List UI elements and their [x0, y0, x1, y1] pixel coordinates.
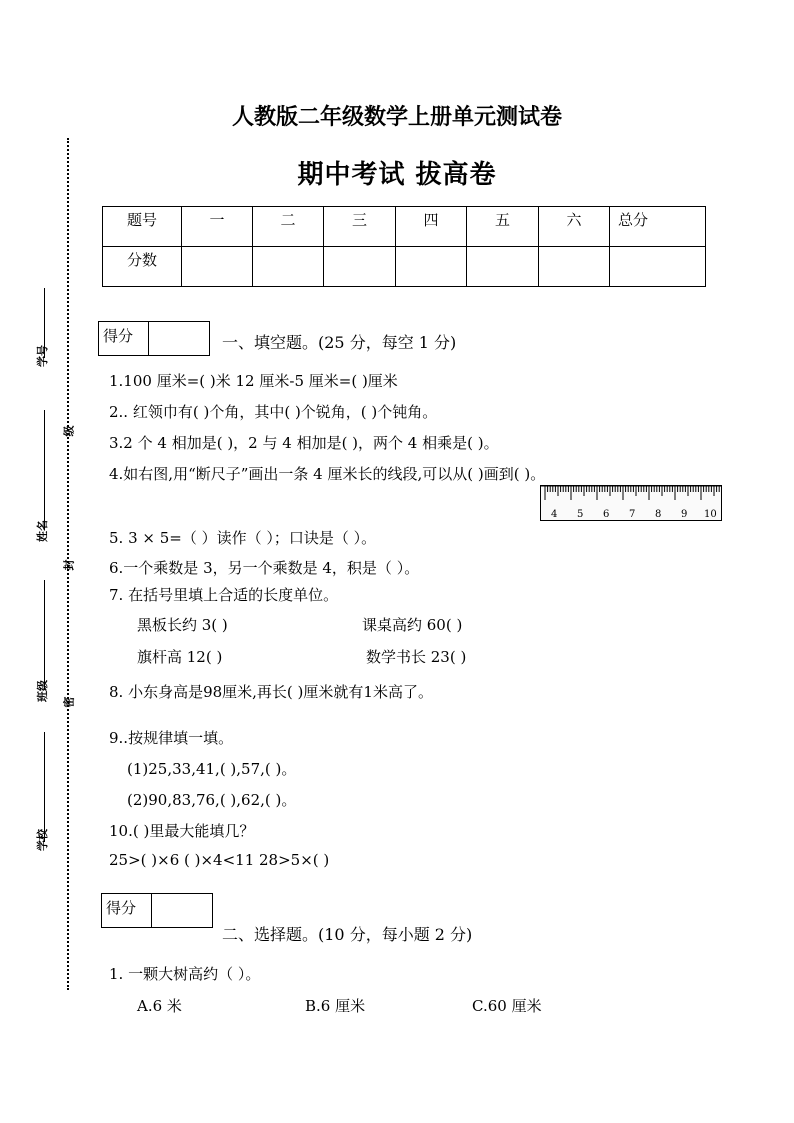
binding-rule-4 [44, 732, 45, 842]
question-9-2: (2)90,83,76,( ),62,( )。 [127, 791, 297, 809]
question-4: 4.如右图,用“断尺子”画出一条 4 厘米长的线段,可以从( )画到( )。 [109, 465, 546, 483]
score-cell: 分数 [103, 247, 182, 287]
score-cell: 五 [467, 207, 539, 247]
section1-score-label: 得分 [99, 322, 149, 355]
score-input-cell[interactable] [467, 247, 539, 287]
choice-option-b[interactable]: B.6 厘米 [305, 997, 366, 1015]
question-10: 10.( )里最大能填几？ [109, 822, 255, 840]
section2-score-field[interactable] [152, 894, 212, 927]
section1-score-box [98, 321, 210, 356]
section2-score-box [101, 893, 213, 928]
score-cell: 题号 [103, 207, 182, 247]
exam-title: 人教版二年级数学上册单元测试卷 [231, 104, 562, 130]
ruler-tick-label-10: 10 [704, 509, 717, 520]
side-label-class: 班级 [36, 680, 49, 702]
ruler-tick-label-7: 7 [629, 509, 636, 520]
question-3: 3.2 个 4 相加是( )，2 与 4 相加是( )，两个 4 相乘是( )。 [109, 434, 499, 452]
score-cell: 总分 [610, 207, 706, 247]
side-label-school: 学校 [36, 829, 49, 851]
question-2: 2.. 红领巾有( )个角，其中( )个锐角，( )个钝角。 [109, 403, 438, 421]
binding-rule-2 [44, 410, 45, 530]
question-10-items: 25>( )×6 ( )×4<11 28>5×( ) [109, 851, 330, 869]
ruler-tick-label-8: 8 [655, 509, 662, 520]
score-cell: 六 [539, 207, 610, 247]
score-cell: 三 [324, 207, 396, 247]
question-7: 7. 在括号里填上合适的长度单位。 [109, 586, 339, 604]
question-7-flagpole: 旗杆高 12( ) [137, 648, 223, 666]
exam-subtitle: 期中考试 拔高卷 [297, 160, 497, 190]
question-5: 5. 3 × 5=（ ）读作（ ）；口诀是（ ）。 [109, 529, 377, 547]
section1-score-field[interactable] [149, 322, 209, 355]
score-input-cell[interactable] [324, 247, 396, 287]
choice-question-1: 1. 一颗大树高约（ ）。 [109, 965, 261, 983]
ruler-svg [541, 486, 721, 520]
side-label-name: 姓名 [36, 520, 49, 542]
question-8: 8. 小东身高是98厘米,再长( )厘米就有1米高了。 [109, 683, 433, 701]
score-cell: 二 [253, 207, 324, 247]
question-1: 1.100 厘米=( )米 12 厘米-5 厘米=( )厘米 [109, 372, 398, 390]
ruler-tick-label-4: 4 [551, 509, 558, 520]
ruler-tick-label-5: 5 [577, 509, 584, 520]
section2-heading: 二、选择题。(10 分，每小题 2 分) [222, 925, 473, 944]
score-input-cell[interactable] [253, 247, 324, 287]
question-9-1: (1)25,33,41,( ),57,( )。 [127, 760, 297, 778]
section1-heading: 一、填空题。(25 分，每空 1 分) [222, 333, 457, 352]
ruler-tick-label-9: 9 [681, 509, 688, 520]
score-table-header-row [103, 207, 706, 247]
side-seal-mi: 密 [62, 696, 76, 708]
score-cell: 四 [396, 207, 467, 247]
ruler-tick-label-6: 6 [603, 509, 610, 520]
score-cell: 一 [182, 207, 253, 247]
score-input-cell[interactable] [182, 247, 253, 287]
choice-option-a[interactable]: A.6 米 [137, 997, 182, 1015]
score-table-value-row [103, 247, 706, 287]
side-label-student-number: 学号 [36, 345, 49, 367]
broken-ruler-image [540, 485, 722, 521]
side-seal-ji: 级 [62, 425, 76, 437]
score-input-cell[interactable] [539, 247, 610, 287]
choice-option-c[interactable]: C.60 厘米 [472, 997, 542, 1015]
question-7-book: 数学书长 23( ) [366, 648, 467, 666]
section2-score-label: 得分 [102, 894, 152, 927]
side-seal-feng: 封 [62, 559, 76, 571]
question-6: 6.一个乘数是 3，另一个乘数是 4，积是（ ）。 [109, 559, 420, 577]
score-input-cell[interactable] [396, 247, 467, 287]
question-7-desk: 课桌高约 60( ) [362, 616, 463, 634]
question-9: 9..按规律填一填。 [109, 729, 234, 747]
score-table [102, 206, 706, 287]
score-input-cell[interactable] [610, 247, 706, 287]
question-7-blackboard: 黑板长约 3( ) [137, 616, 228, 634]
binding-rule-3 [44, 580, 45, 690]
